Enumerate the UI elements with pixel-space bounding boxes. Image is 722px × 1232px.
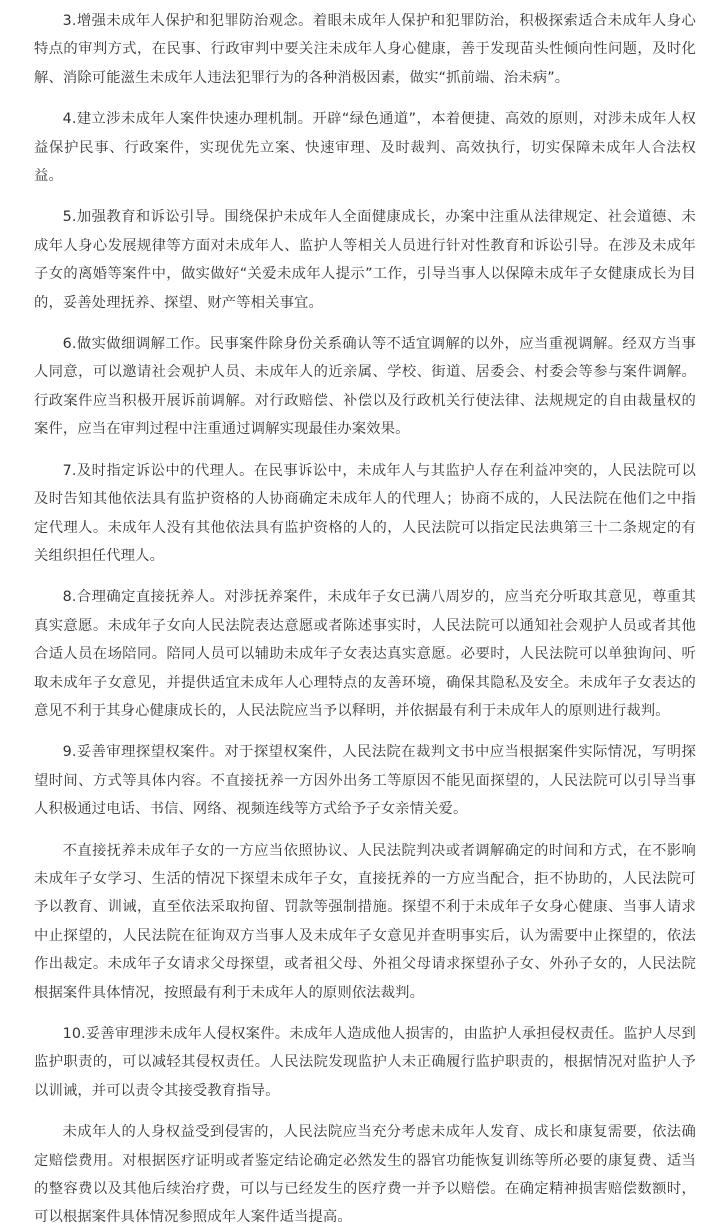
paragraph-item-8: 8.合理确定直接抚养人。对涉抚养案件，未成年子女已满八周岁的，应当充分听取其意见，尊重其真实意愿。未成年子女向人民法院表达意愿或者陈述事实时，人民法院可以通知社会观护人员或者其他合适人员在场陪同。陪同人员可以辅助未成年子女表达真实意愿。必要时，人民法院可以单独询问、听取未成年子女意见，并提供适宜未成年人心理特点的友善环境，确保其隐私及安全。未成年子女表达的意见不利于其身心健康成长的，人民法院应当予以释明，并依据最有利于未成年人的原则进行裁判。 [34,589,696,719]
paragraph-item-6: 6.做实做细调解工作。民事案件除身份关系确认等不适宜调解的以外，应当重视调解。经双方当事人同意，可以邀请社会观护人员、未成年人的近亲属、学校、街道、居委会、村委会等参与案件调解。行政案件应当积极开展诉前调解。对行政赔偿、补偿以及行政机关行使法律、法规规定的自由裁量权的案件，应当在审判过程中注重通过调解实现最佳办案效果。 [34,336,696,438]
paragraph-visitation-duties: 不直接抚养未成年子女的一方应当依照协议、人民法院判决或者调解确定的时间和方式，在不影响未成年子女学习、生活的情况下探望未成年子女，直接抚养的一方应当配合，拒不协助的，人民法院可予以教育、训诫，直至依法采取拘留、罚款等强制措施。探望不利于未成年子女身心健康、当事人请求中止探望的，人民法院在征询双方当事人及未成年子女意见并查明事实后，认为需要中止探望的，依法作出裁定。未成年子女请求父母探望，或者祖父母、外祖父母请求探望孙子女、外孙子女的，人民法院根据案件具体情况，按照最有利于未成年人的原则依法裁判。 [34,842,696,1001]
paragraph-item-5: 5.加强教育和诉讼引导。围绕保护未成年人全面健康成长，办案中注重从法律规定、社会道德、未成年人身心发展规律等方面对未成年人、监护人等相关人员进行针对性教育和诉讼引导。在涉及未成年子女的离婚等案件中，做实做好“关爱未成年人提示”工作，引导当事人以保障未成年子女健康成长为目的，妥善处理抚养、探望、财产等相关事宜。 [34,209,696,311]
paragraph-item-7: 7.及时指定诉讼中的代理人。在民事诉讼中，未成年人与其监护人存在利益冲突的，人民法院可以及时告知其他依法具有监护资格的人协商确定未成年人的代理人；协商不成的，人民法院在他们之中指定代理人。未成年人没有其他依法具有监护资格的人的，人民法院可以指定民法典第三十二条规定的有关组织担任代理人。 [34,462,696,564]
paragraph-item-4: 4.建立涉未成年人案件快速办理机制。开辟“绿色通道”，本着便捷、高效的原则，对涉未成年人权益保护民事、行政案件，实现优先立案、快速审理、及时裁判、高效执行，切实保障未成年人合法权益。 [34,111,696,185]
paragraph-item-3: 3.增强未成年人保护和犯罪防治观念。着眼未成年人保护和犯罪防治，积极探索适合未成年人身心特点的审判方式，在民事、行政审判中要关注未成年人身心健康，善于发现苗头性倾向性问题，及时化解、消除可能滋生未成年人违法犯罪行为的各种消极因素，做实“抓前端、治未病”。 [34,13,696,86]
paragraph-item-9: 9.妥善审理探望权案件。对于探望权案件，人民法院在裁判文书中应当根据案件实际情况，写明探望时间、方式等具体内容。不直接抚养一方因外出务工等原因不能见面探望的，人民法院可以引导当事人积极通过电话、书信、网络、视频连线等方式给予子女亲情关爱。 [34,744,696,818]
paragraph-item-10: 10.妥善审理涉未成年人侵权案件。未成年人造成他人损害的，由监护人承担侵权责任。监护人尽到监护职责的，可以减轻其侵权责任。人民法院发现监护人未正确履行监护职责的，根据情况对监护人予以训诫，并可以责令其接受教育指导。 [34,1026,696,1099]
paragraph-personal-rights-compensation: 未成年人的人身权益受到侵害的，人民法院应当充分考虑未成年人发育、成长和康复需要，依法确定赔偿费用。对根据医疗证明或者鉴定结论确定必然发生的器官功能恢复训练等所必要的康复费、适当的整容费以及其他后续治疗费，可以与已经发生的医疗费一并予以赔偿。在确定精神损害赔偿数额时，可以根据案件具体情况参照成年人案件适当提高。 [34,1124,696,1226]
